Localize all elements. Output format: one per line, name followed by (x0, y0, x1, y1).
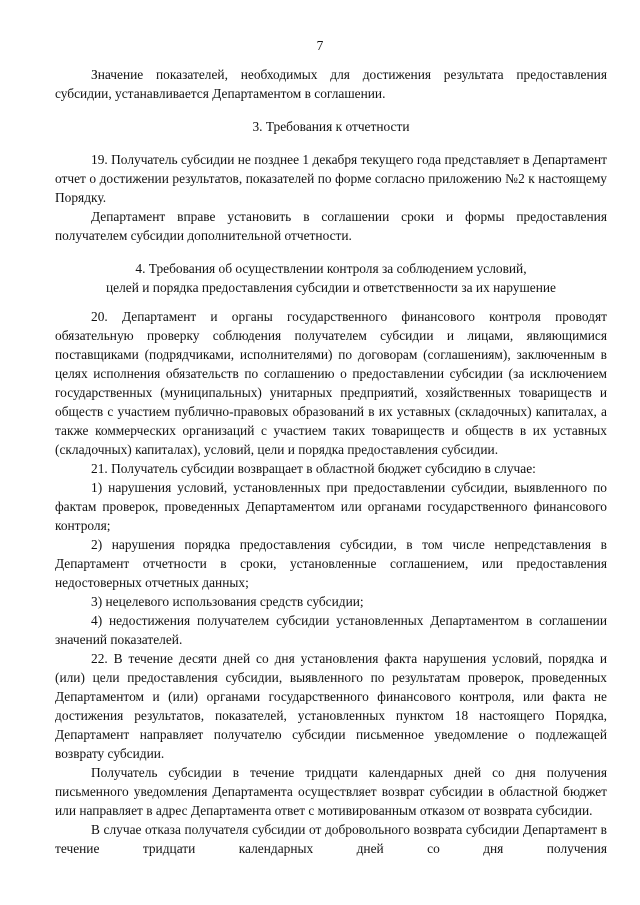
paragraph-21-item-3: 3) нецелевого использования средств субсидии; (91, 594, 364, 609)
paragraph-intro: Значение показателей, необходимых для достижения результата предоставления субсидии, устанавливается Департаментом в соглашении. (55, 67, 607, 101)
paragraph-19-additional: Департамент вправе установить в соглашении сроки и формы предоставления получателем субсидии дополнительной отчетности. (55, 209, 607, 243)
document-body (55, 65, 607, 858)
paragraph-22-refusal: В случае отказа получателя субсидии от добровольного возврата субсидии Департамент в течение тридцати календарных дней со дня получения (55, 822, 607, 856)
section-4-heading-line-1: 4. Требования об осуществлении контроля за соблюдением условий, (135, 261, 527, 276)
paragraph-21-item-1: 1) нарушения условий, установленных при предоставлении субсидии, выявленного по фактам проверок, проведенных Департаментом или органами государственного финансового контроля; (55, 480, 607, 533)
page-number: 7 (316, 38, 324, 53)
section-3-heading: 3. Требования к отчетности (252, 119, 410, 134)
paragraph-22-return: Получатель субсидии в течение тридцати календарных дней со дня получения письменного уведомления Департамента осуществляет возврат субсидии в областной бюджет или направляет в адрес Департамента ответ с мотивированным отказом от возврата субсидии. (55, 765, 607, 818)
paragraph-21-item-2: 2) нарушения порядка предоставления субсидии, в том числе непредставления в Департамент отчетности в сроки, установленные соглашением, или предоставления недостоверных отчетных данных; (55, 537, 607, 590)
paragraph-20: 20. Департамент и органы государственного финансового контроля проводят обязательную проверку соблюдения получателем субсидии и лицами, являющимися поставщиками (подрядчиками, исполнителями) по договорам (соглашениям), заключенным в целях исполнения обязательств по соглашению о предоставлении субсидии (за исключением государственных (муниципальных) унитарных предприятий, хозяйственных товариществ и обществ с участием публично-правовых образований в их уставных (складочных) капиталах, а также коммерческих организаций с участием таких товариществ и обществ в их уставных (складочных) капиталах), условий, цели и порядка предоставления субсидии. (55, 309, 607, 457)
paragraph-19: 19. Получатель субсидии не позднее 1 декабря текущего года представляет в Департамент отчет о достижении результатов, показателей по форме согласно приложению №2 к настоящему Порядку. (55, 152, 607, 205)
paragraph-21-item-4: 4) недостижения получателем субсидии установленных Департаментом в соглашении значений показателей. (55, 613, 607, 647)
paragraph-22: 22. В течение десяти дней со дня установления факта нарушения условий, порядка и (или) цели предоставления субсидии, выявленного по результатам проверок, проведенных Департаментом и (или) органами государственного финансового контроля, или факта не достижения результатов, показателей, установленных пунктом 18 настоящего Порядка, Департамент направляет получателю субсидии письменное уведомление о подлежащей возврату субсидии. (55, 651, 607, 761)
section-4-heading-line-2: целей и порядка предоставления субсидии и ответственности за их нарушение (106, 280, 556, 295)
paragraph-21: 21. Получатель субсидии возвращает в областной бюджет субсидию в случае: (91, 461, 536, 476)
